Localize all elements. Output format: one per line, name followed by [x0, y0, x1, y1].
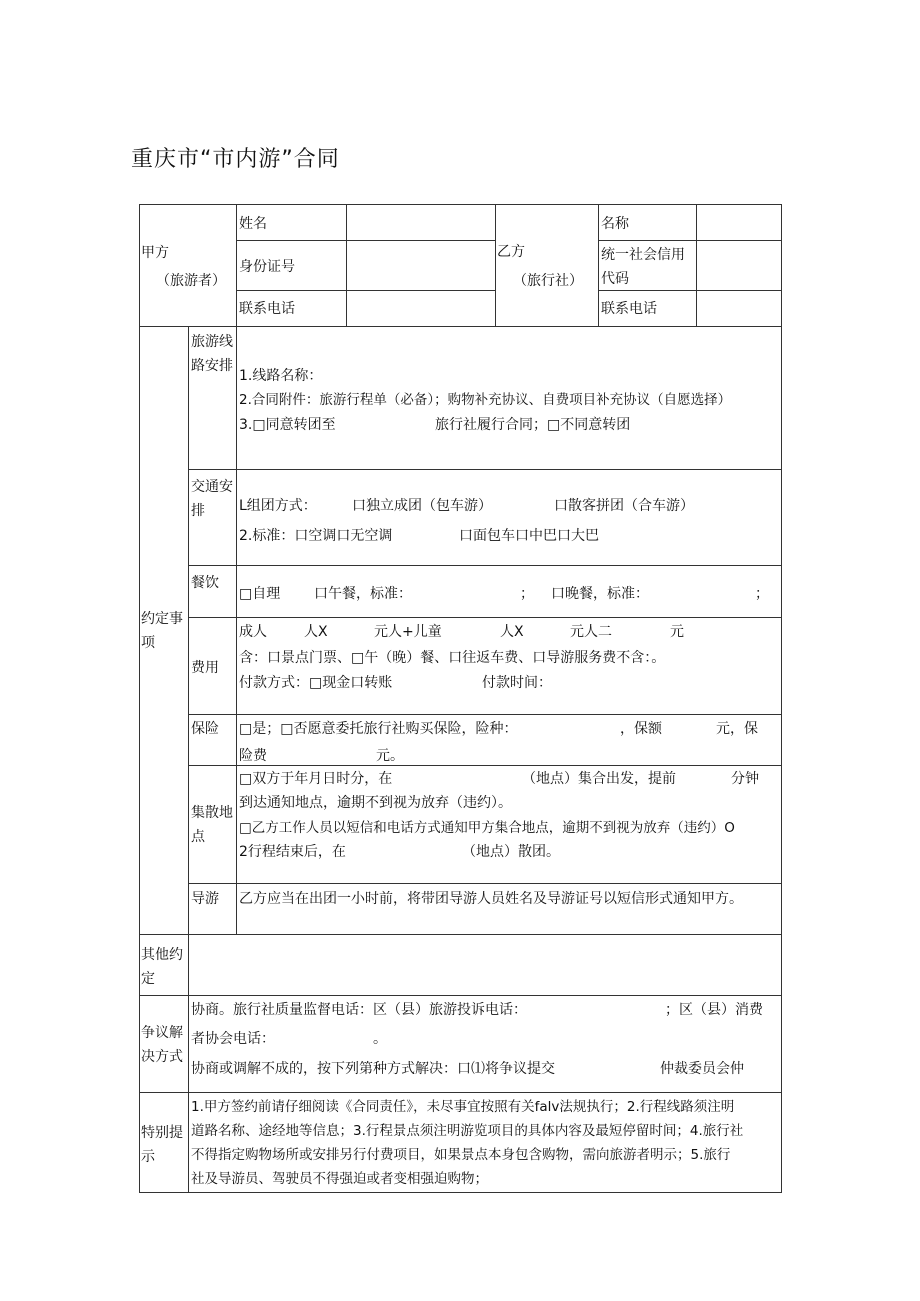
grid-line — [188, 883, 782, 884]
party-b-label: 乙方 — [497, 244, 525, 260]
assembly-arrive: 到达通知地点，逾期不到视为放弃（违约）。 — [239, 795, 512, 811]
meal-end: ； — [755, 586, 769, 602]
route-label: 旅游线 — [191, 334, 233, 350]
grid-line — [188, 765, 782, 766]
assembly-label: 集散地 — [191, 805, 233, 821]
dispute-consumer: ；区（县）消费 — [665, 1002, 763, 1018]
fee-payment-time: 付款时间： — [482, 675, 552, 691]
grid-line — [188, 565, 782, 566]
guide-text: 乙方应当在出团一小时前，将带团导游人员姓名及导游证号以短信形式通知甲方。 — [239, 891, 743, 907]
fee-label: 费用 — [191, 660, 219, 676]
grid-line — [188, 469, 782, 470]
grid-line — [139, 934, 782, 935]
party-a-name-label: 姓名 — [239, 216, 267, 232]
other-label: 其他约 — [141, 947, 183, 963]
dispute-label-2: 决方式 — [141, 1049, 183, 1065]
assembly-label-2: 点 — [191, 829, 205, 845]
agreement-label-2: 项 — [141, 635, 155, 651]
special-line-3: 不得指定购物场所或安排另行付费项目，如果景点本身包含购物，需向旅游者明示；5.旅行 — [191, 1147, 731, 1163]
meal-self: □自理 — [239, 586, 281, 602]
route-transfer-a: 3.□同意转团至 — [239, 417, 336, 433]
fee-includes: 含：口景点门票、□午（晚）餐、口往返车费、口导游服务费不含：。 — [239, 650, 666, 666]
other-label-2: 定 — [141, 971, 155, 987]
dispute-association-end: 。 — [373, 1031, 387, 1047]
meal-lunch: 口午餐，标准： — [314, 586, 412, 602]
meal-label: 餐饮 — [191, 575, 219, 591]
fee-adult: 成人 — [239, 624, 267, 640]
assembly-disband-b: （地点）散团。 — [462, 844, 560, 860]
grid-line — [598, 240, 782, 241]
assembly-place: （地点）集合出发，提前 — [522, 771, 676, 787]
transport-label-2: 排 — [191, 503, 205, 519]
route-label-2: 路安排 — [191, 358, 233, 374]
party-b-phone-label: 联系电话 — [601, 301, 657, 317]
insurance-label: 保险 — [191, 721, 219, 737]
page-title: 重庆市“市内游”合同 — [131, 147, 340, 172]
transport-private: 口独立成团（包车游） — [352, 498, 492, 514]
transport-standard: 2.标准：口空调口无空调 — [239, 528, 393, 544]
fee-payment-method: 付款方式：□现金口转账 — [239, 675, 393, 691]
dispute-phone: 协商。旅行社质量监督电话：区（县）旅游投诉电话： — [191, 1002, 527, 1018]
route-transfer-b: 旅行社履行合同；□不同意转团 — [435, 417, 631, 433]
dispute-association: 者协会电话： — [191, 1031, 275, 1047]
assembly-notify: □乙方工作人员以短信和电话方式通知甲方集合地点，逾期不到视为放弃（违约）O — [239, 820, 735, 836]
party-a-label: 甲方 — [141, 245, 169, 261]
route-attachments: 2.合同附件：旅游行程单（必备）；购物补充协议、自费项目补充协议（自愿选择） — [239, 392, 732, 408]
transport-group-mode: L组团方式： — [239, 498, 317, 514]
party-b-name-label: 名称 — [601, 216, 629, 232]
insurance-amount: ，保额 — [620, 721, 662, 737]
fee-child-count: 人X — [500, 624, 524, 640]
route-name: 1.线路名称： — [239, 368, 323, 384]
party-b-sub: （旅行社） — [513, 273, 583, 289]
transport-vehicle: 口面包车口中巴口大巴 — [459, 528, 599, 544]
grid-line — [236, 204, 237, 326]
grid-line — [236, 290, 496, 291]
grid-line — [188, 617, 782, 618]
insurance-premium-unit: 元。 — [376, 748, 404, 764]
grid-line — [696, 204, 697, 326]
special-line-4: 社及导游员、驾驶员不得强迫或者变相强迫购物； — [191, 1171, 488, 1187]
fee-adult-count: 人X — [304, 624, 328, 640]
assembly-minutes: 分钟 — [731, 771, 759, 787]
dispute-arbitration-b: 仲裁委员会仲 — [660, 1061, 744, 1077]
grid-line — [188, 326, 189, 1193]
special-line-2: 道路名称、途经地等信息；3.行程景点须注明游览项目的具体内容及最短停留时间；4.旅行社 — [191, 1123, 744, 1139]
meal-sep: ； — [520, 586, 534, 602]
party-a-sub: （旅游者） — [156, 273, 226, 289]
transport-shared: 口散客拼团（合车游） — [554, 498, 694, 514]
grid-line — [188, 714, 782, 715]
fee-total: 元 — [670, 624, 684, 640]
fee-child-price: 元人二 — [570, 624, 612, 640]
grid-line — [346, 204, 347, 326]
party-a-phone-label: 联系电话 — [239, 301, 295, 317]
assembly-time: □双方于年月日时分，在 — [239, 771, 393, 787]
party-b-credit-label-2: 代码 — [601, 271, 629, 287]
party-a-id-label: 身份证号 — [239, 259, 295, 275]
special-label: 特别提 — [141, 1125, 183, 1141]
grid-line — [236, 240, 496, 241]
insurance-choice: □是；□否愿意委托旅行社购买保险，险种： — [239, 721, 518, 737]
insurance-amount-unit: 元，保 — [716, 721, 758, 737]
fee-adult-price: 元人+儿童 — [374, 624, 442, 640]
grid-line — [139, 995, 782, 996]
assembly-disband-a: 2行程结束后，在 — [239, 844, 346, 860]
meal-dinner: 口晚餐，标准： — [551, 586, 649, 602]
grid-line — [236, 326, 237, 934]
party-b-credit-label: 统一社会信用 — [601, 247, 685, 263]
guide-label: 导游 — [191, 891, 219, 907]
grid-line — [139, 1092, 782, 1093]
special-label-2: 示 — [141, 1149, 155, 1165]
grid-line — [495, 204, 496, 326]
special-line-1: 1.甲方签约前请仔细阅读《合同责任》，未尽事宜按照有关falv法规执行；2.行程线路须注明 — [191, 1099, 735, 1115]
dispute-arbitration: 协商或调解不成的，按下列第种方式解决：口⑴将争议提交 — [191, 1061, 555, 1077]
dispute-label: 争议解 — [141, 1025, 183, 1041]
grid-line — [598, 204, 599, 326]
insurance-premium: 险费 — [239, 748, 267, 764]
agreement-label: 约定事 — [141, 611, 183, 627]
transport-label: 交通安 — [191, 479, 233, 495]
